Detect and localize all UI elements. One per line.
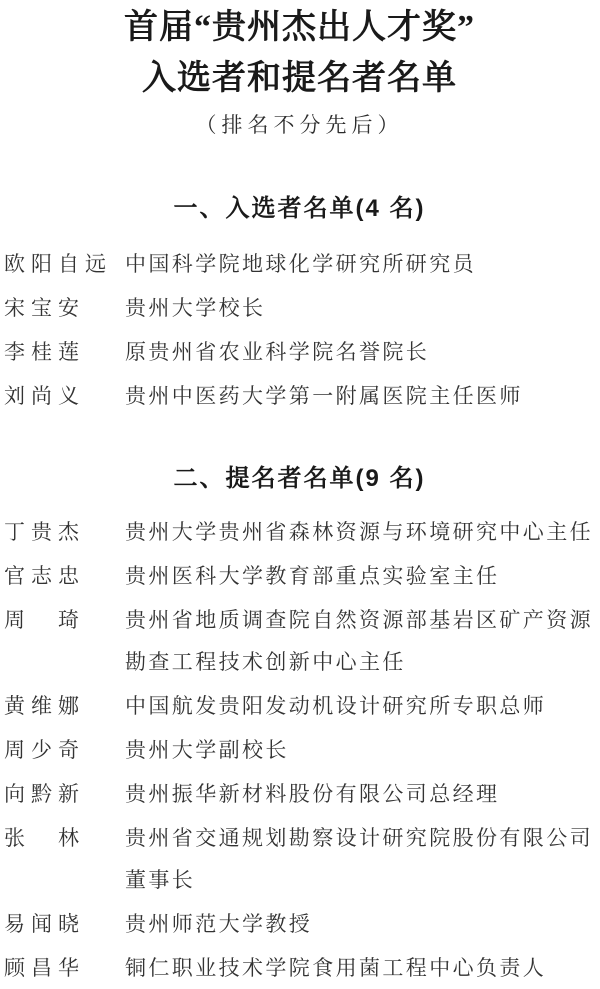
list-item [4,599,595,683]
entry-role: 贵州大学副校长 [125,738,289,762]
entry-role: 贵州省交通规划勘察设计研究院股份有限公司董事长 [125,826,593,892]
page-title [4,2,595,104]
list-item [4,511,595,553]
page-title-line2: 入选者和提名者名单 [142,60,457,97]
list-item [4,947,595,989]
entry-role: 贵州大学贵州省森林资源与环境研究中心主任 [125,520,593,544]
entry-name: 周少奇 [4,738,85,762]
page-title-line1: 首届“贵州杰出人才奖” [124,9,475,46]
list-item [4,331,595,373]
entry-role: 铜仁职业技术学院食用菌工程中心负责人 [125,956,547,980]
entry-role: 贵州医科大学教育部重点实验室主任 [125,564,500,588]
entry-name: 官志忠 [4,564,85,588]
entry-role: 贵州大学校长 [125,296,266,320]
selected-list [4,243,595,417]
page-subtitle: （排名不分先后） [195,113,404,137]
entry-role: 贵州中医药大学第一附属医院主任医师 [125,384,523,408]
entry-role: 中国航发贵阳发动机设计研究所专职总师 [125,694,547,718]
entry-role: 贵州省地质调查院自然资源部基岩区矿产资源勘查工程技术创新中心主任 [125,608,593,674]
nominated-list [4,511,595,989]
entry-role: 中国科学院地球化学研究所研究员 [125,252,476,276]
list-item [4,287,595,329]
entry-name: 李桂莲 [4,340,85,364]
entry-name: 丁贵杰 [4,520,85,544]
list-item [4,685,595,727]
list-item [4,555,595,597]
entry-role: 贵州师范大学教授 [125,912,313,936]
entry-name: 黄维娜 [4,694,85,718]
entry-name: 顾昌华 [4,956,85,980]
entry-name: 周 琦 [4,608,85,632]
list-item [4,903,595,945]
entry-name: 易闻晓 [4,912,85,936]
list-item [4,243,595,285]
entry-name: 张 林 [4,826,85,850]
entry-role: 原贵州省农业科学院名誉院长 [125,340,430,364]
entry-name: 向黔新 [4,782,85,806]
list-item [4,375,595,417]
entry-role: 贵州振华新材料股份有限公司总经理 [125,782,500,806]
section-heading-selected: 一、入选者名单(4 名) [173,195,426,222]
section-heading-nominated: 二、提名者名单(9 名) [173,465,426,492]
list-item [4,773,595,815]
list-item [4,817,595,901]
entry-name: 刘尚义 [4,384,85,408]
entry-name: 欧阳自远 [4,252,112,276]
entry-name: 宋宝安 [4,296,85,320]
list-item [4,729,595,771]
